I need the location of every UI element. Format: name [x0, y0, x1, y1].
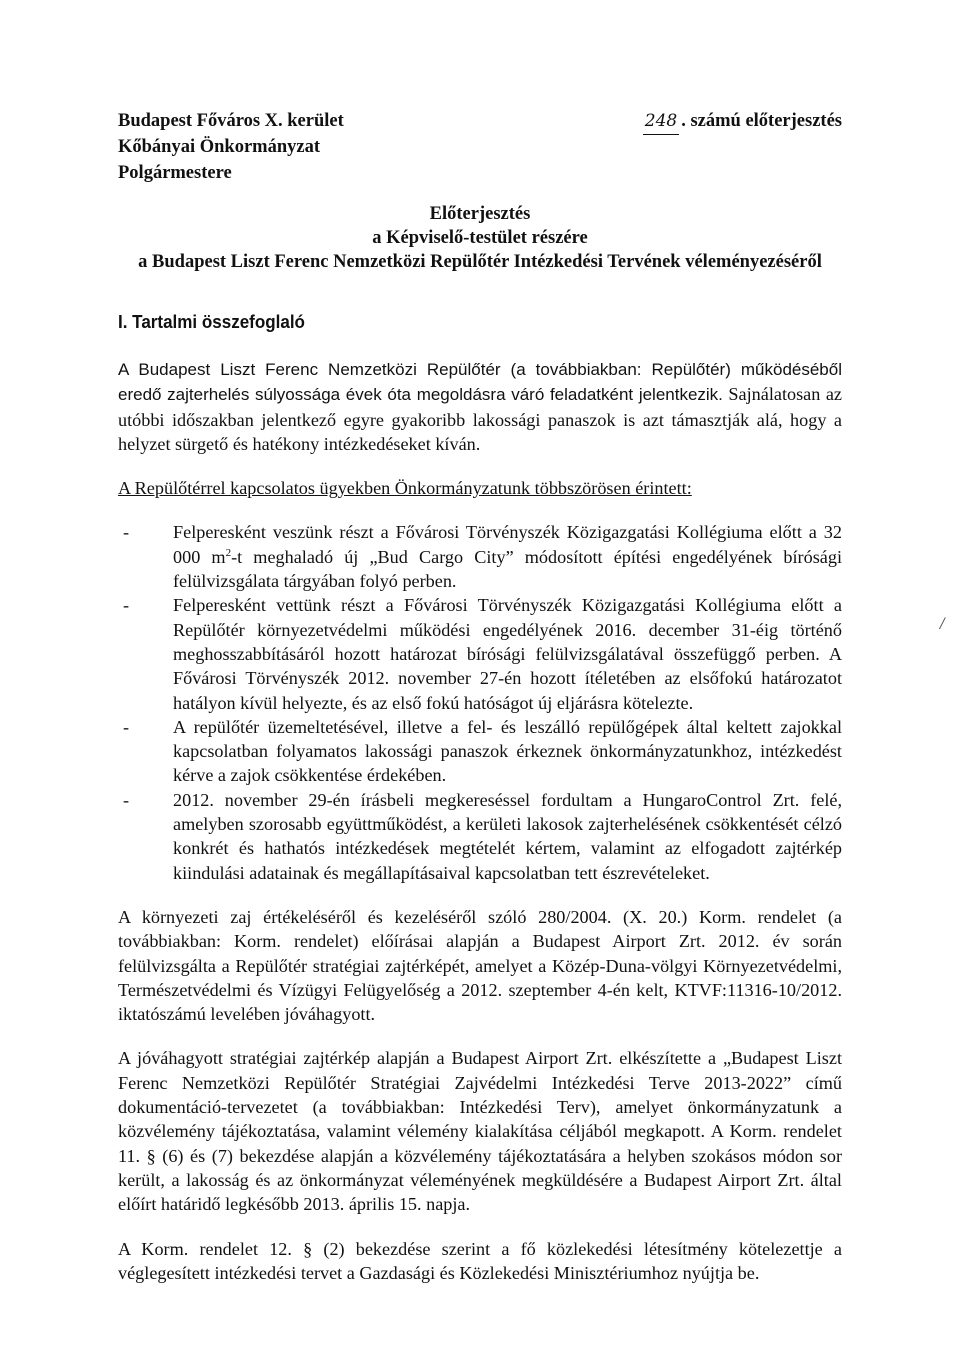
list-item-1-text-b: -t meghaladó új „Bud Cargo City” módosított építési engedélyének bírósági felülvizsgálata tárgyában folyó perben.	[173, 546, 842, 592]
paragraph-1	[118, 357, 842, 456]
section-heading: I. Tartalmi összefoglaló	[118, 311, 305, 332]
margin-scribble: /	[940, 616, 945, 632]
issuer-block	[118, 108, 344, 186]
title-line-2: a Képviselő-testület részére	[372, 228, 588, 248]
paragraph-2: A környezeti zaj értékeléséről és kezeléséről szóló 280/2004. (X. 20.) Korm. rendelet (a továbbiakban: Korm. rendelet) előírásai alapján a Budapest Airport Zrt. 2012. év során felülvizsgálta a Repülőtér stratégiai zajtérképét, amelyet a Közép-Duna-völgyi Környezetvédelmi, Természetvédelmi és Vízügyi Felügyelőség a 2012. szeptember 4-én kelt, KTVF:11316-10/2012. iktatószámú levelében jóváhagyott.	[118, 906, 842, 1025]
issuer-line-1: Budapest Főváros X. kerület	[118, 111, 344, 131]
paragraph-1-part-b: Sajnálatosan az utóbbi időszakban jelentkező egyre gyakoribb lakossági panaszok is azt támasztják alá, hogy a helyzet sürgető és hatékony intézkedéseket kíván.	[118, 384, 843, 454]
document-title	[118, 202, 842, 274]
proposal-number-label: . számú előterjesztés	[681, 111, 842, 131]
proposal-number	[643, 108, 842, 135]
title-line-1: Előterjesztés	[429, 204, 531, 224]
paragraph-3: A jóváhagyott stratégiai zajtérkép alapján a Budapest Airport Zrt. elkészítette a „Budapest Liszt Ferenc Nemzetközi Repülőtér Stratégiai Zajvédelmi Intézkedési Terve 2013-2022” című dokumentáció-tervezetet (a továbbiakban: Intézkedési Terv), amelyet önkormányzatunk a közvélemény tájékoztatása, valamint vélemény kialakítása céljából megkapott. A Korm. rendelet 11. § (6) és (7) bekezdése alapján a közvélemény tájékoztatására a helyben szokásos módon sor került, a lakosság és az önkormányzat véleményének megküldésére a Budapest Airport Zrt. által előírt határidő legkésőbb 2013. április 15. napja.	[118, 1048, 842, 1215]
involvement-list	[118, 520, 842, 884]
list-item: - A repülőtér üzemeltetésével, illetve a fel- és leszálló repülőgépek által keltett zajokkal kapcsolatban folyamatos lakossági panaszok érkeznek önkormányzatunkhoz, intézkedést kérve a zajok csökkentése érdekében.	[118, 715, 842, 788]
paragraph-1-part-a: A Budapest Liszt Ferenc Nemzetközi Repülőtér (a továbbiakban: Repülőtér) működéséből eredő zajterhelés súlyossága évek óta megoldásra váró feladatként jelentkezik.	[118, 360, 842, 405]
issuer-line-3: Polgármestere	[118, 163, 232, 183]
list-item: - 2012. november 29-én írásbeli megkereséssel fordultam a HungaroControl Zrt. felé, amelyben szorosabb együttműködést, a kerületi lakosok zajterhelésének csökkentését célzó konkrét és hathatós intézkedések megtételét kértem, valamint az elfogadott zajtérkép kiindulási adatainak és megállapításaival kapcsolatban tett észrevételeket.	[118, 788, 842, 885]
document-body	[118, 357, 842, 1305]
list-item	[118, 520, 842, 593]
list-intro: A Repülőtérrel kapcsolatos ügyekben Önkormányzatunk többszörösen érintett:	[118, 478, 692, 499]
list-item: - Felperesként vettünk részt a Fővárosi Törvényszék Közigazgatási Kollégiuma előtt a Repülőtér környezetvédelmi működési engedélyének 2016. december 31-éig történő meghosszabbításáról hozott határozat bírósági felülvizsgálatával összefüggő perben. A Fővárosi Törvényszék 2012. november 27-én hozott ítéletében az elsőfokú határozatot hatályon kívül helyezte, és az első fokú hatóságot új eljárásra kötelezte.	[118, 593, 842, 714]
title-line-3: a Budapest Liszt Ferenc Nemzetközi Repülőtér Intézkedési Tervének véleményezéséről	[138, 252, 822, 272]
issuer-line-2: Kőbányai Önkormányzat	[118, 137, 320, 157]
paragraph-4: A Korm. rendelet 12. § (2) bekezdése szerint a fő közlekedési létesítmény kötelezettje a véglegesített intézkedési tervet a Gazdasági és Közlekedési Minisztériumhoz nyújtja be.	[118, 1238, 842, 1283]
list-item-1-text-a: Felperesként veszünk részt a Fővárosi Törvényszék Közigazgatási Kollégiuma előtt a 32 000 m	[173, 522, 842, 567]
handwritten-number: 248	[643, 108, 679, 135]
superscript-2: 2	[225, 546, 232, 559]
